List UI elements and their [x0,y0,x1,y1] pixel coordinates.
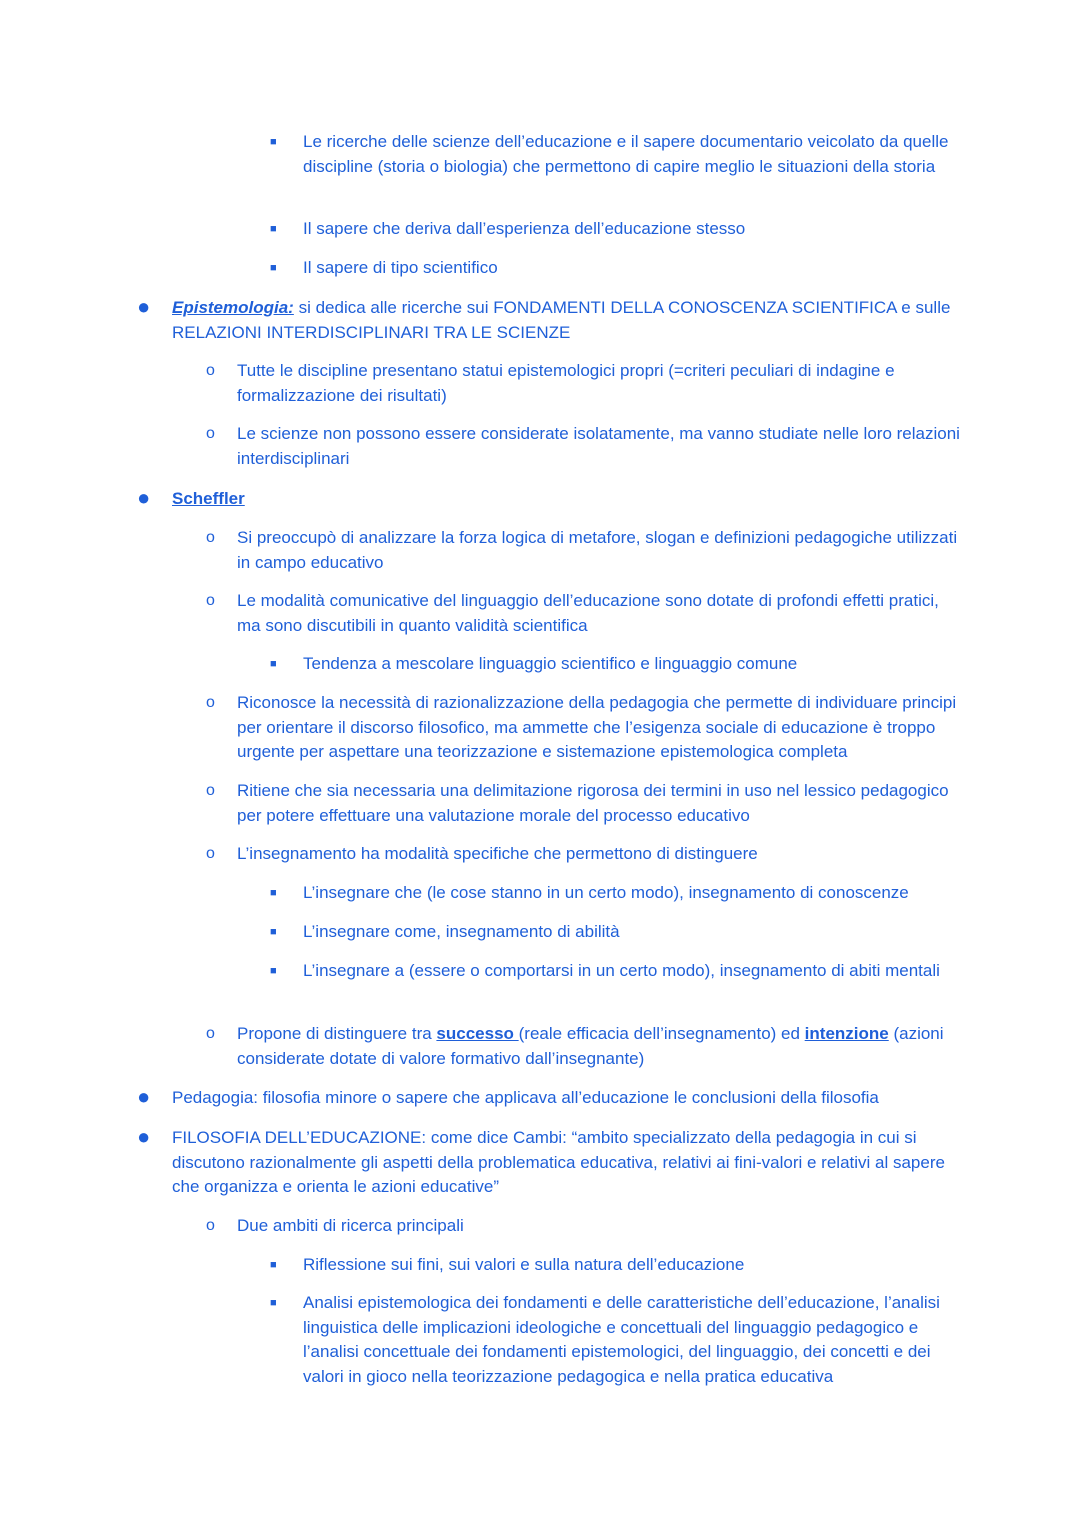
square-bullet-icon: ■ [270,1297,277,1309]
square-bullet-icon: ■ [270,1259,277,1271]
list-item-text: Due ambiti di ricerca principali [237,1216,464,1235]
list-item [206,691,982,765]
square-bullet-icon: ■ [270,926,277,938]
list-item-text: L’insegnare come, insegnamento di abilità [303,922,620,941]
list-item [206,526,967,575]
list-item-text: FILOSOFIA DELL’EDUCAZIONE: come dice Cambi: “ambito specializzato della pedagogia in cui si discutono razionalmente gli aspetti della problematica educativa, relativi ai fini-valori e relativi al sapere che organizza e orienta le azioni educative” [172,1128,945,1196]
circle-bullet-icon: o [206,592,215,609]
list-item [270,256,968,281]
list-item-text [172,296,972,345]
list-item [270,130,968,179]
list-item [270,652,968,677]
list-item-scheffler [137,485,972,512]
list-item-text: Pedagogia: filosofia minore o sapere che applicava all’educazione le conclusioni della filosofia [172,1088,879,1107]
list-item [206,589,967,638]
square-bullet-icon: ■ [270,965,277,977]
list-item-text: Il sapere di tipo scientifico [303,258,498,277]
circle-bullet-icon: o [206,1217,215,1234]
list-item-text: L’insegnare che (le cose stanno in un certo modo), insegnamento di conoscenze [303,883,909,902]
list-item-text: Analisi epistemologica dei fondamenti e delle caratteristiche dell’educazione, l’analisi linguistica delle implicazioni ideologiche e concettuali del linguaggio pedagogico e l’analisi concettuale dei fondamenti epistemologici, del linguaggio, dei concetti e dei valori in gioco nella teorizzazione pedagogica e nella pratica educativa [303,1293,940,1386]
list-item [206,359,967,408]
list-item [206,422,967,471]
list-item-text: Le scienze non possono essere considerate isolatamente, ma vanno studiate nelle loro relazioni interdisciplinari [237,424,960,468]
list-item-filosofia [137,1124,972,1200]
square-bullet-icon: ■ [270,887,277,899]
circle-bullet-icon: o [206,529,215,546]
square-bullet-icon: ■ [270,262,277,274]
list-item [270,217,968,242]
list-item-text: Le ricerche delle scienze dell’educazione e il sapere documentario veicolato da quelle discipline (storia o biologia) che permettono di capire meglio le situazioni della storia [303,132,949,176]
list-item [206,1022,967,1071]
list-item-text: L’insegnamento ha modalità specifiche che permettono di distinguere [237,844,758,863]
square-bullet-icon: ■ [270,223,277,235]
circle-bullet-icon: o [206,362,215,379]
definition-text: si dedica alle ricerche sui FONDAMENTI DELLA CONOSCENZA SCIENTIFICA e sulle RELAZIONI INTERDISCIPLINARI TRA LE SCIENZE [172,298,951,342]
square-bullet-icon: ■ [270,658,277,670]
square-bullet-icon: ■ [270,136,277,148]
circle-bullet-icon: o [206,1025,215,1042]
round-bullet-icon: ● [137,485,151,510]
circle-bullet-icon: o [206,845,215,862]
list-item-epistemologia [137,294,972,345]
term-successo: successo [436,1024,519,1043]
list-item-text: L’insegnare a (essere o comportarsi in un certo modo), insegnamento di abiti mentali [303,961,940,980]
list-item-text: Riflessione sui fini, sui valori e sulla natura dell’educazione [303,1255,745,1274]
circle-bullet-icon: o [206,782,215,799]
list-item-text: Si preoccupò di analizzare la forza logica di metafore, slogan e definizioni pedagogiche utilizzati in campo educativo [237,528,958,572]
text-fragment: (azioni considerate dotate di valore formativo dall’insegnante) [237,1024,944,1068]
list-item-text: Le modalità comunicative del linguaggio dell’educazione sono dotate di profondi effetti pratici, ma sono discutibili in quanto validità scientifica [237,591,939,635]
list-item [206,779,967,828]
list-item-text [237,1022,967,1071]
list-item-text: Ritiene che sia necessaria una delimitazione rigorosa dei termini in uso nel lessico pedagogico per potere effettuare una valutazione morale del processo educativo [237,781,949,825]
round-bullet-icon: ● [137,1084,151,1109]
list-item [270,920,968,945]
list-item-text: Riconosce la necessità di razionalizzazione della pedagogia che permette di individuare principi per orientare il discorso filosofico, ma ammette che l’esigenza sociale di educazione è troppo urgente per aspettare una teorizzazione e sistemazione epistemologica completa [237,693,957,761]
list-item-text: Tutte le discipline presentano statui epistemologici propri (=criteri peculiari di indagine e formalizzazione dei risultati) [237,361,895,405]
list-item [270,959,943,984]
round-bullet-icon: ● [137,1124,151,1149]
list-item-pedagogia [137,1084,972,1111]
list-item [270,881,968,906]
section-title-scheffler: Scheffler [172,489,245,508]
list-item [270,1291,968,1389]
round-bullet-icon: ● [137,294,151,319]
circle-bullet-icon: o [206,425,215,442]
list-item [270,1253,968,1278]
list-item [206,1214,967,1239]
text-fragment: (reale efficacia dell’insegnamento) ed [518,1024,805,1043]
list-item-text: Tendenza a mescolare linguaggio scientifico e linguaggio comune [303,654,798,673]
term-epistemologia: Epistemologia: [172,298,294,317]
list-item [206,842,967,867]
term-intenzione: intenzione [804,1024,889,1043]
list-item-text: Il sapere che deriva dall’esperienza dell’educazione stesso [303,219,746,238]
text-fragment: Propone di distinguere tra [237,1024,437,1043]
circle-bullet-icon: o [206,694,215,711]
